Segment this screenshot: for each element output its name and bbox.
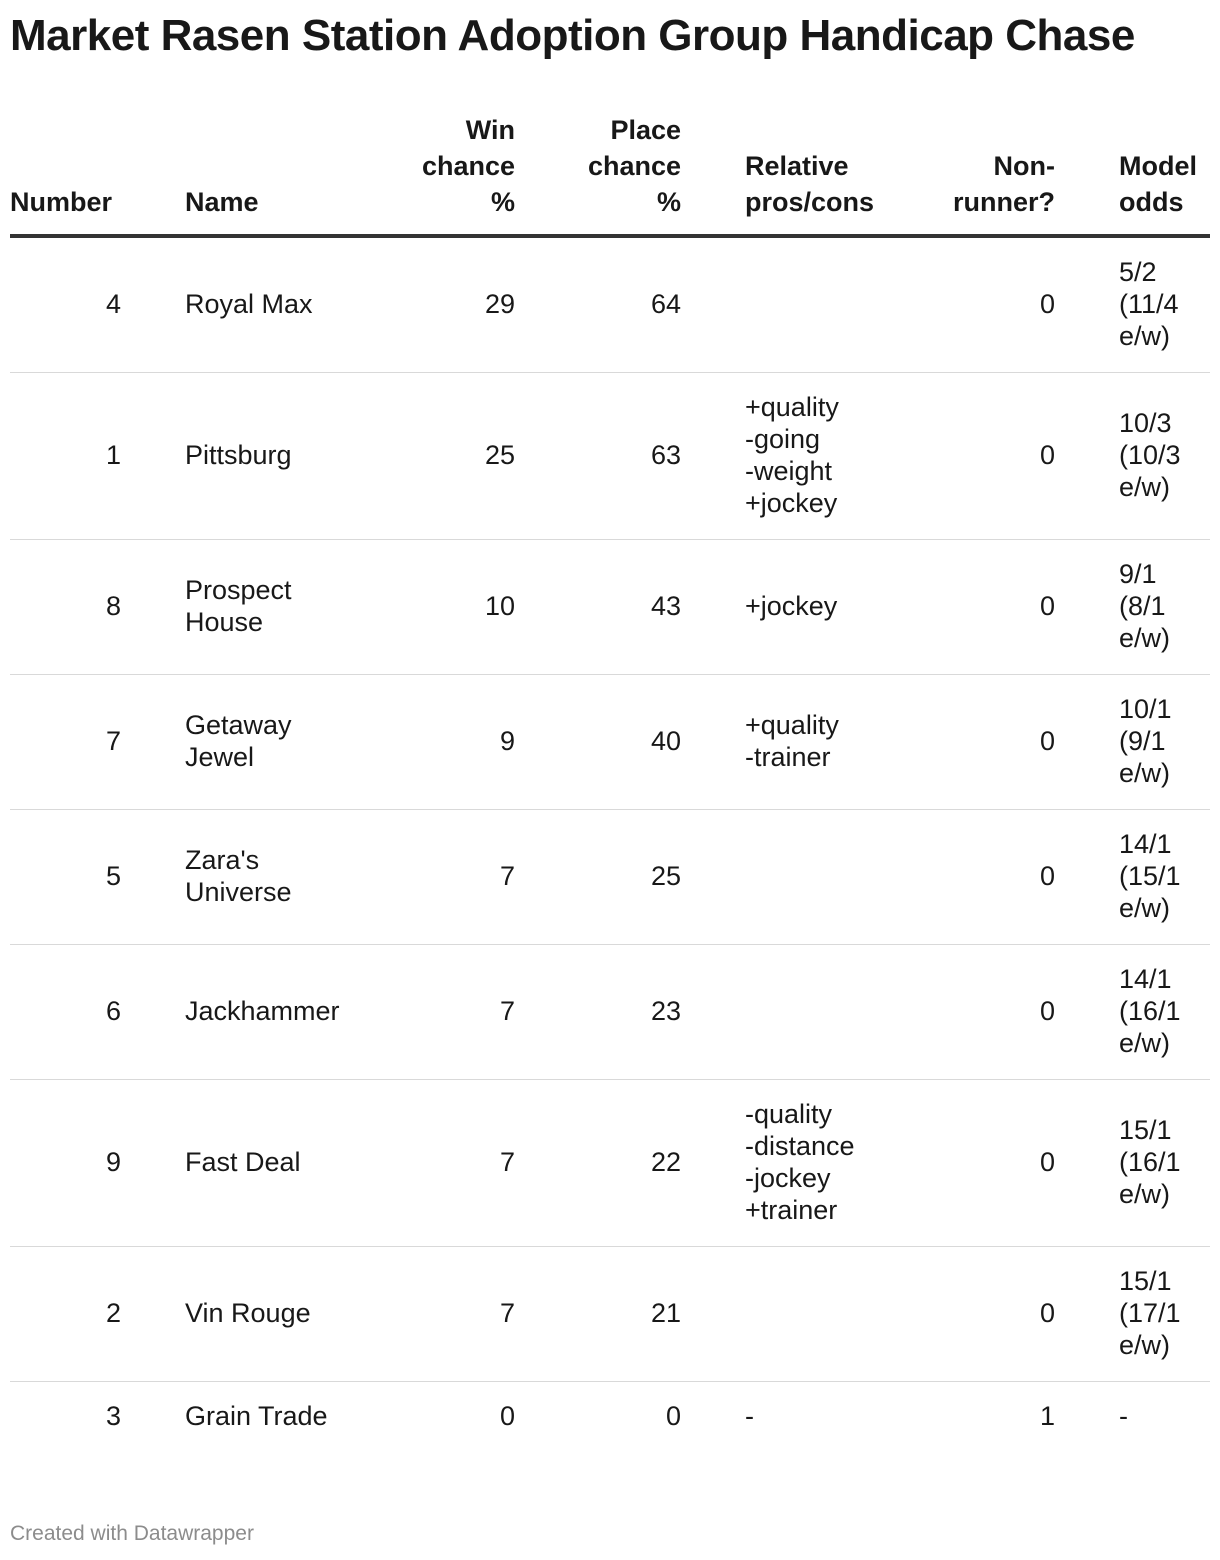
cell-model-odds: 14/1 (15/1 e/w) xyxy=(1055,810,1210,945)
table-row xyxy=(10,1247,1210,1382)
cell-pros-cons: -quality -distance -jockey +trainer xyxy=(681,1080,885,1247)
header-win-chance[interactable]: Win chance % xyxy=(357,112,515,236)
cell-number: 6 xyxy=(10,945,185,1080)
header-place-chance[interactable]: Place chance % xyxy=(515,112,681,236)
cell-win-chance: 10 xyxy=(357,540,515,675)
cell-name: Getaway Jewel xyxy=(185,675,357,810)
cell-win-chance: 0 xyxy=(499,1401,515,1431)
cell-number: 4 xyxy=(10,236,185,373)
cell-non-runner: 0 xyxy=(885,540,1055,675)
cell-win-chance: 7 xyxy=(357,1247,515,1382)
table-row xyxy=(10,373,1210,540)
cell-pros-cons xyxy=(681,945,885,1080)
header-pros-cons[interactable]: Relative pros/cons xyxy=(681,112,885,236)
cell-model-odds: 5/2 (11/4 e/w) xyxy=(1055,236,1210,373)
cell-non-runner: 0 xyxy=(885,945,1055,1080)
cell-non-runner: 0 xyxy=(885,810,1055,945)
cell-number: 9 xyxy=(10,1080,185,1247)
table-row xyxy=(10,675,1210,810)
cell-place-chance: 0 xyxy=(665,1401,681,1431)
cell-number: 3 xyxy=(105,1401,121,1431)
cell-win-chance: 7 xyxy=(357,1080,515,1247)
cell-pros-cons: +quality -trainer xyxy=(681,675,885,810)
cell-pros-cons: +jockey xyxy=(681,540,885,675)
cell-non-runner: 0 xyxy=(885,675,1055,810)
cell-pros-cons: - xyxy=(745,1401,754,1431)
cell-name: Fast Deal xyxy=(185,1080,357,1247)
cell-model-odds: 10/1 (9/1 e/w) xyxy=(1055,675,1210,810)
table-row xyxy=(10,236,1210,373)
cell-pros-cons: +quality -going -weight +jockey xyxy=(681,373,885,540)
cell-non-runner: 0 xyxy=(885,236,1055,373)
cell-win-chance: 7 xyxy=(357,945,515,1080)
cell-place-chance: 22 xyxy=(515,1080,681,1247)
table-row xyxy=(10,1382,1210,1453)
cell-number: 2 xyxy=(10,1247,185,1382)
cell-win-chance: 29 xyxy=(357,236,515,373)
results-table xyxy=(10,112,1210,1452)
cell-pros-cons xyxy=(681,810,885,945)
cell-non-runner: 1 xyxy=(1039,1401,1055,1431)
header-name[interactable]: Name xyxy=(185,112,357,236)
cell-name: Jackhammer xyxy=(185,945,357,1080)
cell-model-odds: - xyxy=(1119,1401,1128,1431)
cell-non-runner: 0 xyxy=(885,1247,1055,1382)
table-body xyxy=(10,236,1210,1452)
cell-pros-cons xyxy=(681,236,885,373)
cell-name: Pittsburg xyxy=(185,373,357,540)
cell-model-odds: 10/3 (10/3 e/w) xyxy=(1055,373,1210,540)
cell-place-chance: 21 xyxy=(515,1247,681,1382)
cell-number: 7 xyxy=(10,675,185,810)
cell-pros-cons xyxy=(681,1247,885,1382)
chart-title: Market Rasen Station Adoption Group Handicap Chase xyxy=(10,11,1135,60)
cell-place-chance: 25 xyxy=(515,810,681,945)
table-row xyxy=(10,1080,1210,1247)
cell-model-odds: 15/1 (17/1 e/w) xyxy=(1055,1247,1210,1382)
table-row xyxy=(10,810,1210,945)
cell-non-runner: 0 xyxy=(885,1080,1055,1247)
cell-number: 1 xyxy=(10,373,185,540)
cell-model-odds: 9/1 (8/1 e/w) xyxy=(1055,540,1210,675)
cell-number: 5 xyxy=(10,810,185,945)
table-row xyxy=(10,540,1210,675)
cell-non-runner: 0 xyxy=(885,373,1055,540)
cell-win-chance: 7 xyxy=(357,810,515,945)
cell-place-chance: 40 xyxy=(515,675,681,810)
cell-win-chance: 25 xyxy=(357,373,515,540)
cell-number: 8 xyxy=(10,540,185,675)
cell-place-chance: 63 xyxy=(515,373,681,540)
table-header-row xyxy=(10,112,1210,236)
header-non-runner[interactable]: Non- runner? xyxy=(885,112,1055,236)
footer-credit: Created with Datawrapper xyxy=(10,1522,254,1545)
cell-name: Prospect House xyxy=(185,540,357,675)
cell-place-chance: 64 xyxy=(515,236,681,373)
cell-place-chance: 43 xyxy=(515,540,681,675)
cell-place-chance: 23 xyxy=(515,945,681,1080)
header-number[interactable]: Number xyxy=(10,112,185,236)
cell-model-odds: 14/1 (16/1 e/w) xyxy=(1055,945,1210,1080)
cell-name: Zara's Universe xyxy=(185,810,357,945)
cell-name: Vin Rouge xyxy=(185,1247,357,1382)
cell-name: Grain Trade xyxy=(185,1401,328,1431)
table-row xyxy=(10,945,1210,1080)
cell-model-odds: 15/1 (16/1 e/w) xyxy=(1055,1080,1210,1247)
cell-name: Royal Max xyxy=(185,236,357,373)
header-model-odds[interactable]: Model odds xyxy=(1055,112,1210,236)
cell-win-chance: 9 xyxy=(357,675,515,810)
